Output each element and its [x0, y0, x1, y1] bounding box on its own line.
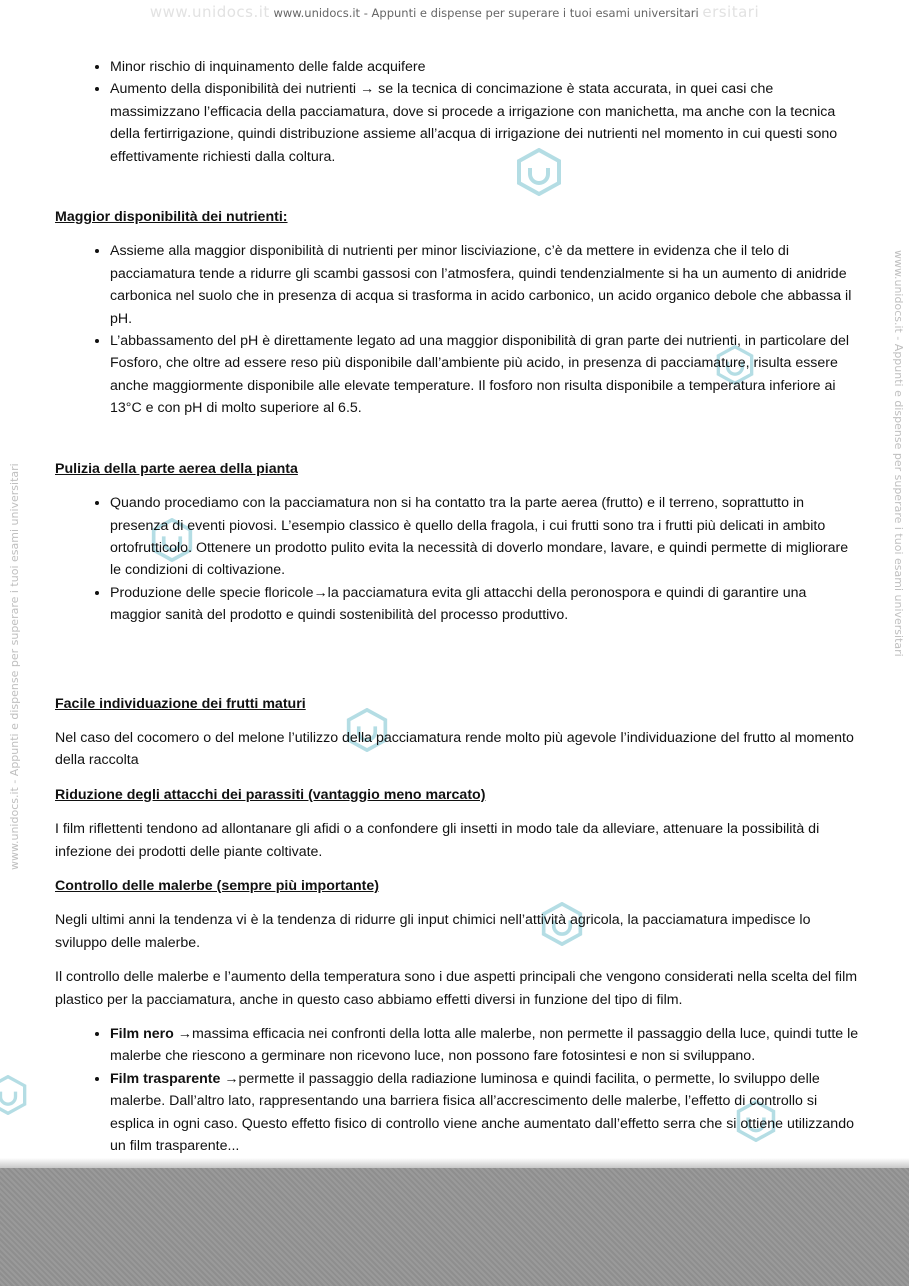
term-description: →permette il passaggio della radiazione luminosa e quindi facilita, o permette, lo sviluppo delle malerbe. Dall’altro lato, rappresentando una barriera fisica all’accrescimento delle malerbe, l’effetto di controllo si esplica in ogni caso. Questo effetto fisico di controllo viene anche aumentato dall’effetto serra che si ottiene utilizzando un film trasparente... — [110, 1070, 854, 1155]
term-description: →massima efficacia nei confronti della lotta alle malerbe, non permette il passaggio della luce, quindi tutte le malerbe che riescono a germinare non ricevono luce, non possono fare fotosintesi e non si sviluppano. — [110, 1026, 859, 1065]
list-item: • Minor rischio di inquinamento delle falde acquifere — [110, 56, 860, 78]
unidocs-logo-icon — [0, 1075, 28, 1115]
bullet-list — [55, 56, 860, 168]
section-heading: Controllo delle malerbe (sempre più importante) — [55, 877, 379, 894]
side-watermark-left: www.unidocs.it - Appunti e dispense per superare i tuoi esami universitari — [8, 463, 21, 870]
side-watermark-right: www.unidocs.it - Appunti e dispense per superare i tuoi esami universitari — [892, 250, 905, 657]
header-ghost-url: www.unidocs.it — [149, 3, 270, 21]
paragraph: Nel caso del cocomero o del melone l’utilizzo della pacciamatura rende molto più agevole l’individuazione del frutto al momento della raccolta — [55, 729, 854, 769]
section-heading: Maggior disponibilità dei nutrienti: — [55, 209, 288, 226]
preview-fade — [0, 1158, 909, 1168]
paragraph: Il controllo delle malerbe e l’aumento della temperatura sono i due aspetti principali che vengono considerati nella scelta del film plastico per la pacciamatura, anche in questo caso abbiamo effetti diversi in funzione del tipo di film. — [55, 969, 858, 1008]
list-item — [110, 1023, 860, 1068]
bullet-list — [55, 240, 860, 419]
list-item: • Quando procediamo con la pacciamatura non si ha contatto tra la parte aerea (frutto) e il terreno, soprattutto in presenza di eventi piovosi. L’esempio classico è quello della fragola, i cui frutti sono tra i frutti più delicati in ambito ortofrutticolo. Ottenere un prodotto pulito evita la necessità di doverlo mondare, lavare, e quindi permette di migliorare le condizioni di coltivazione. — [110, 492, 860, 582]
list-item: • L’abbassamento del pH è direttamente legato ad una maggior disponibilità di gran parte dei nutrienti, in particolare del Fosforo, che oltre ad essere reso più disponibile dall’ambiente più acido, in presenza di pacciamature, risulta essere anche maggiormente disponibile alle elevate temperature. Il fosforo non risulta disponibile a temperatura inferiore ai 13°C e con pH di molto superiore al 6.5. — [110, 330, 860, 420]
preview-redaction-overlay — [0, 1168, 909, 1286]
section-heading: Pulizia della parte aerea della pianta — [55, 460, 298, 477]
list-item: • Aumento della disponibilità dei nutrienti → se la tecnica di concimazione è stata accurata, in quei casi che massimizzano l’efficacia della pacciamatura, dove si procede a irrigazione con manichetta, ma anche con la tecnica della fertirrigazione, quindi distribuzione assieme all’acqua di irrigazione dei nutrienti nel momento in cui questi sono effettivamente richiesti dalla coltura. — [110, 78, 860, 168]
term-label: Film trasparente — [110, 1070, 221, 1087]
list-item: • Produzione delle specie floricole→la pacciamatura evita gli attacchi della peronospora e quindi di garantire una maggior sanità del prodotto e quindi sostenibilità del processo produttivo. — [110, 582, 860, 627]
document-body — [55, 56, 860, 1157]
paragraph: I film riflettenti tendono ad allontanare gli afidi o a confondere gli insetti in modo tale da alleviare, attenuare la possibilità di infezione dei prodotti delle piante coltivate. — [55, 821, 820, 860]
section-heading: Facile individuazione dei frutti maturi — [55, 695, 306, 712]
term-label: Film nero — [110, 1026, 174, 1042]
bullet-list — [55, 492, 860, 626]
header-title: www.unidocs.it - Appunti e dispense per superare i tuoi esami universitari — [273, 6, 699, 20]
list-item — [110, 1068, 860, 1158]
paragraph: Negli ultimi anni la tendenza vi è la tendenza di ridurre gli input chimici nell’attività agricola, la pacciamatura impedisce lo sviluppo delle malerbe. — [55, 912, 811, 951]
header-ghost-tail: ersitari — [702, 3, 760, 21]
bullet-list — [55, 1023, 860, 1157]
page-header — [0, 3, 909, 21]
list-item: • Assieme alla maggior disponibilità di nutrienti per minor lisciviazione, c’è da mettere in evidenza che il telo di pacciamatura tende a ridurre gli scambi gassosi con l’atmosfera, quindi tendenzialmente si ha un aumento di anidride carbonica nel suolo che in presenza di acqua si trasforma in acido carbonico, un acido organico debole che abbassa il pH. — [110, 240, 860, 330]
section-heading: Riduzione degli attacchi dei parassiti (vantaggio meno marcato) — [55, 786, 486, 803]
